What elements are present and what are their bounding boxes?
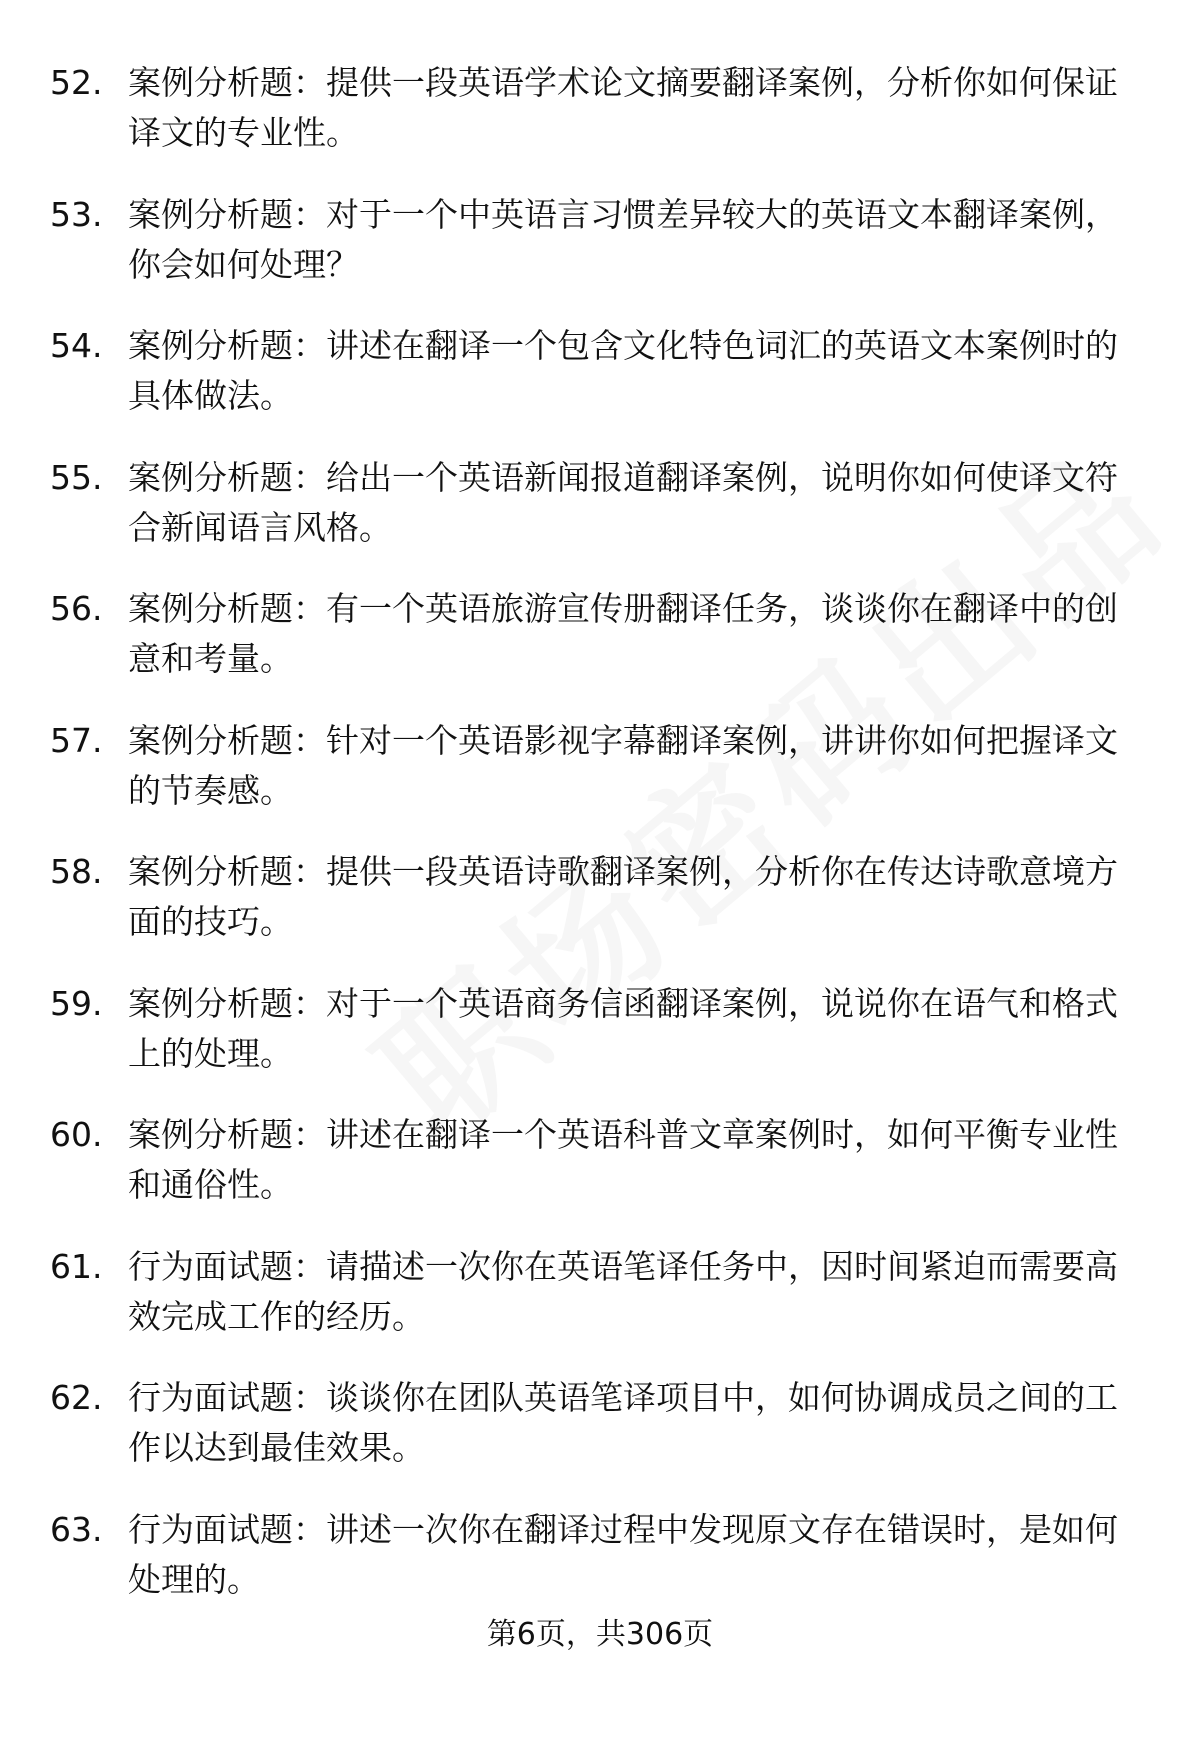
question-number: 57. (50, 720, 103, 760)
question-text: 行为面试题：讲述一次你在翻译过程中发现原文存在错误时，是如何处理的。 (128, 1509, 1118, 1599)
question-number: 61. (50, 1246, 103, 1286)
question-item (0, 190, 1200, 322)
question-text: 案例分析题：对于一个英语商务信函翻译案例，说说你在语气和格式上的处理。 (128, 983, 1118, 1073)
question-number: 58. (50, 852, 103, 891)
question-list (0, 58, 1200, 1636)
question-item (0, 716, 1200, 848)
question-number: 56. (50, 589, 103, 628)
question-item (0, 847, 1200, 979)
question-number: 60. (50, 1115, 103, 1154)
question-text: 行为面试题：请描述一次你在英语笔译任务中，因时间紧迫而需要高效完成工作的经历。 (128, 1246, 1118, 1336)
question-text: 案例分析题：提供一段英语诗歌翻译案例，分析你在传达诗歌意境方面的技巧。 (128, 852, 1118, 941)
page-footer: 第6页，共306页 (486, 1617, 714, 1652)
question-item (0, 1110, 1200, 1242)
question-text: 行为面试题：谈谈你在团队英语笔译项目中，如何协调成员之间的工作以达到最佳效果。 (128, 1378, 1118, 1467)
question-text: 案例分析题：有一个英语旅游宣传册翻译任务，谈谈你在翻译中的创意和考量。 (128, 589, 1118, 678)
question-text: 案例分析题：针对一个英语影视字幕翻译案例，讲讲你如何把握译文的节奏感。 (128, 720, 1118, 810)
question-text: 案例分析题：提供一段英语学术论文摘要翻译案例，分析你如何保证译文的专业性。 (128, 63, 1118, 152)
question-number: 59. (50, 983, 103, 1023)
question-number: 54. (50, 326, 103, 365)
question-item (0, 321, 1200, 453)
question-text: 案例分析题：讲述在翻译一个包含文化特色词汇的英语文本案例时的具体做法。 (128, 326, 1118, 415)
question-text: 案例分析题：对于一个中英语言习惯差异较大的英语文本翻译案例，你会如何处理？ (128, 194, 1118, 284)
question-number: 53. (50, 194, 103, 234)
question-number: 63. (50, 1509, 103, 1549)
question-item (0, 979, 1200, 1111)
question-text: 案例分析题：讲述在翻译一个英语科普文章案例时，如何平衡专业性和通俗性。 (128, 1115, 1118, 1204)
question-item (0, 58, 1200, 190)
question-item (0, 1373, 1200, 1505)
question-number: 55. (50, 457, 103, 497)
question-item (0, 453, 1200, 585)
question-text: 案例分析题：给出一个英语新闻报道翻译案例，说明你如何使译文符合新闻语言风格。 (128, 457, 1118, 547)
question-item (0, 1242, 1200, 1374)
question-number: 52. (50, 63, 103, 102)
question-item (0, 584, 1200, 716)
question-number: 62. (50, 1378, 103, 1417)
